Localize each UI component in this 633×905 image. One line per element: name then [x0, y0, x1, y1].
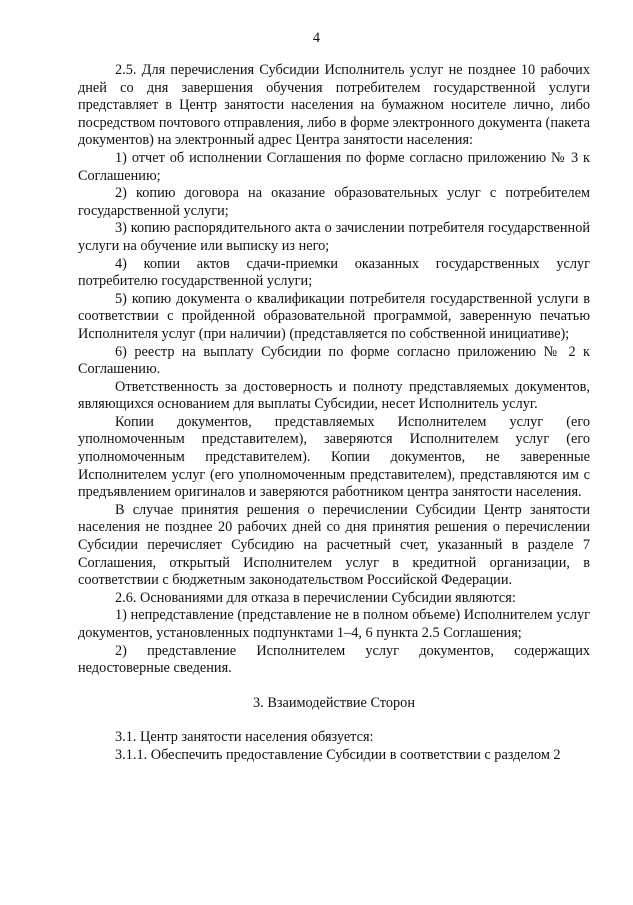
document-body [78, 62, 590, 765]
refusal-item-1: 1) непредставление (представление не в полном объеме) Исполнителем услуг документов, установленных подпунктами 1–4, 6 пункта 2.5 Соглашения; [78, 607, 590, 641]
paragraph-2-6: 2.6. Основаниями для отказа в перечислении Субсидии являются: [115, 589, 516, 606]
list-item-2: 2) копию договора на оказание образовательных услуг с потребителем государственной услуги; [78, 185, 590, 219]
paragraph-responsibility: Ответственность за достоверность и полноту представляемых документов, являющихся основанием для выплаты Субсидии, несет Исполнитель услуг. [78, 378, 590, 413]
list-item-4: 4) копии актов сдачи-приемки оказанных государственных услуг потребителю государственной услуги; [78, 255, 590, 290]
list-item-6: 6) реестр на выплату Субсидии по форме согласно приложению № 2 к Соглашению. [78, 343, 590, 378]
list-item-1: 1) отчет об исполнении Соглашения по форме согласно приложению № 3 к Соглашению; [78, 149, 590, 184]
list-item-5: 5) копию документа о квалификации потребителя государственной услуги в соответствии с пройденной образовательной программой, заверенную печатью Исполнителя услуг (при наличии) (представляется по собственной инициативе); [78, 290, 590, 342]
paragraph-3-1: 3.1. Центр занятости населения обязуется: [115, 729, 374, 746]
paragraph-2-5: 2.5. Для перечисления Субсидии Исполнитель услуг не позднее 10 рабочих дней со дня завершения обучения потребителем государственной услуги представляет в Центр занятости населения на бумажном носителе лично, либо посредством почтового отправления, либо в форме электронного документа (пакета документов) на электронный адрес Центра занятости населения: [78, 62, 591, 149]
refusal-item-2: 2) представление Исполнителем услуг документов, содержащих недостоверные сведения. [78, 642, 590, 677]
section-heading: 3. Взаимодействие Сторон [253, 694, 415, 711]
paragraph-transfer: В случае принятия решения о перечислении Субсидии Центр занятости населения не позднее 20 рабочих дней со дня принятия решения о перечислении Субсидии перечисляет Субсидию на расчетный счет, указанный в разделе 7 Соглашения, открытый Исполнителем услуг в кредитной организации, в соответствии с бюджетным законодательством Российской Федерации. [78, 501, 590, 589]
page-number: 4 [312, 30, 321, 46]
paragraph-copies: Копии документов, представляемых Исполнителем услуг (его уполномоченным представителем), заверяются Исполнителем услуг (его уполномоченным представителем). Копии документов, не заверенные Исполнителем услуг (его уполномоченным представителем), представляются им с предъявлением оригиналов и заверяются работником центра занятости населения. [78, 413, 590, 501]
list-item-3: 3) копию распорядительного акта о зачислении потребителя государственной услуги на обучение или выписку из него; [78, 220, 590, 254]
paragraph-3-1-1: 3.1.1. Обеспечить предоставление Субсидии в соответствии с разделом 2 [115, 746, 561, 763]
